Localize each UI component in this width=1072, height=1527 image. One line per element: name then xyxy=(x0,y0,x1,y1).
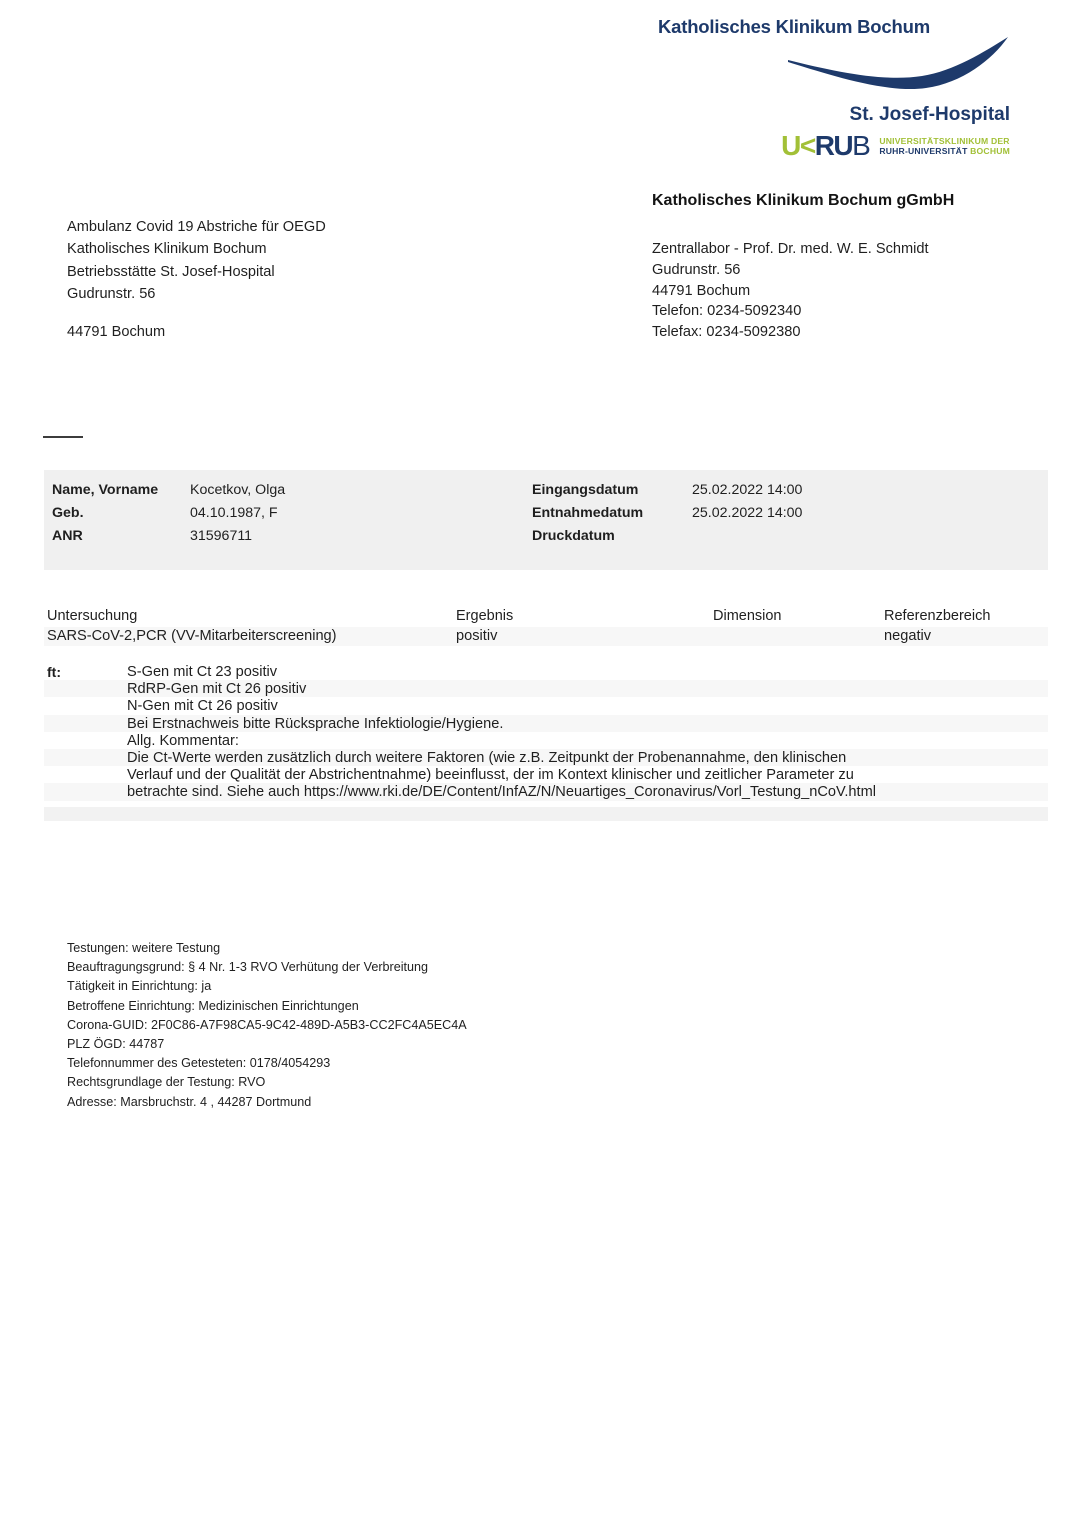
ukrub-logo-mark xyxy=(781,131,869,161)
patient-name-value: Kocetkov, Olga xyxy=(190,482,286,498)
receipt-date-label: Eingangsdatum xyxy=(532,482,639,498)
column-header-referenzbereich: Referenzbereich xyxy=(884,608,991,624)
patient-info-box xyxy=(44,470,1048,570)
results-table-header xyxy=(44,607,1048,626)
finding-row xyxy=(44,749,1048,766)
lab-contact-line: Telefon: 0234-5092340 xyxy=(652,303,802,320)
lab-contact-line: Telefax: 0234-5092380 xyxy=(652,324,801,341)
fold-mark xyxy=(43,436,83,438)
column-header-untersuchung: Untersuchung xyxy=(47,608,138,624)
ukrub-logo xyxy=(781,131,1010,161)
findings-block xyxy=(44,663,1048,821)
ukrub-ru-letters: RU xyxy=(814,130,853,161)
lab-contact-line: 44791 Bochum xyxy=(652,282,751,299)
finding-line: betrachte sind. Siehe auch https://www.rki.de/DE/Content/InfAZ/N/Neuartiges_Coronavirus/Vorl_Testung_nCoV.html xyxy=(127,784,876,801)
findings-trailing-stripe xyxy=(44,807,1048,821)
print-date-label: Druckdatum xyxy=(532,528,615,544)
result-reference-range: negativ xyxy=(884,628,932,644)
finding-line: Verlauf und der Qualität der Abstrichentnahme) beeinflusst, der im Kontext klinischer und zeitlicher Parameter zu xyxy=(127,767,854,784)
detail-line: Telefonnummer des Getesteten: 0178/4054293 xyxy=(67,1056,331,1071)
column-header-dimension: Dimension xyxy=(713,608,782,624)
column-header-ergebnis: Ergebnis xyxy=(456,608,514,624)
patient-anr-label: ANR xyxy=(52,528,83,544)
finding-line: N-Gen mit Ct 26 positiv xyxy=(127,698,278,715)
ukrub-uk-letters: U< xyxy=(781,130,815,161)
finding-row xyxy=(44,732,1048,749)
finding-line: Allg. Kommentar: xyxy=(127,732,239,749)
findings-label: ft: xyxy=(47,664,61,680)
sender-company-name: Katholisches Klinikum Bochum gGmbH xyxy=(652,192,955,209)
finding-line: S-Gen mit Ct 23 positiv xyxy=(127,664,278,680)
lab-contact-line: Gudrunstr. 56 xyxy=(652,261,741,278)
detail-line: Tätigkeit in Einrichtung: ja xyxy=(67,979,212,994)
order-details-block xyxy=(67,939,467,1112)
recipient-line: Betriebsstätte St. Josef-Hospital xyxy=(67,263,275,280)
recipient-address-block xyxy=(67,216,326,343)
detail-line: Adresse: Marsbruchstr. 4 , 44287 Dortmund xyxy=(67,1094,312,1109)
detail-line: Beauftragungsgrund: § 4 Nr. 1-3 RVO Verhütung der Verbreitung xyxy=(67,960,429,975)
detail-line: PLZ ÖGD: 44787 xyxy=(67,1037,165,1052)
detail-line: Testungen: weitere Testung xyxy=(67,941,221,955)
finding-row xyxy=(44,783,1048,800)
patient-name-label: Name, Vorname xyxy=(52,482,159,498)
result-value: positiv xyxy=(456,628,498,644)
recipient-line: Katholisches Klinikum Bochum xyxy=(67,241,267,258)
result-test-name: SARS-CoV-2,PCR (VV-Mitarbeiterscreening) xyxy=(47,628,337,644)
patient-dob-value: 04.10.1987, F xyxy=(190,505,278,521)
detail-line: Rechtsgrundlage der Testung: RVO xyxy=(67,1075,266,1090)
ukrub-claim-line1: UNIVERSITÄTSKLINIKUM DER xyxy=(879,135,1010,146)
receipt-date-value: 25.02.2022 14:00 xyxy=(692,482,803,498)
finding-row xyxy=(44,715,1048,732)
finding-line: RdRP-Gen mit Ct 26 positiv xyxy=(127,681,307,698)
ukrub-claim-text xyxy=(879,136,1010,157)
detail-line: Betroffene Einrichtung: Medizinischen Einrichtungen xyxy=(67,998,359,1013)
recipient-line: Gudrunstr. 56 xyxy=(67,286,156,303)
ukrub-b-letter: B xyxy=(852,130,870,161)
lab-contact-line: Zentrallabor - Prof. Dr. med. W. E. Schmidt xyxy=(652,241,929,257)
finding-row xyxy=(44,766,1048,783)
sample-date-label: Entnahmedatum xyxy=(532,505,644,521)
hospital-name: St. Josef-Hospital xyxy=(849,104,1010,125)
recipient-line: Ambulanz Covid 19 Abstriche für OEGD xyxy=(67,219,326,235)
detail-line: Corona-GUID: 2F0C86-A7F98CA5-9C42-489D-A5B3-CC2FC4A5EC4A xyxy=(67,1017,467,1032)
patient-dob-label: Geb. xyxy=(52,505,84,521)
finding-row xyxy=(44,697,1048,714)
finding-line: Die Ct-Werte werden zusätzlich durch weitere Faktoren (wie z.B. Zeitpunkt der Probenannahme, den klinischen xyxy=(127,749,847,766)
ukrub-claim-line2: RUHR-UNIVERSITÄT BOCHUM xyxy=(879,146,1010,156)
finding-row xyxy=(44,680,1048,697)
lab-contact-block xyxy=(652,239,929,343)
clinic-logo-wordmark: Katholisches Klinikum Bochum xyxy=(658,16,930,37)
recipient-city: 44791 Bochum xyxy=(67,323,166,340)
finding-row xyxy=(44,663,1048,680)
sample-date-value: 25.02.2022 14:00 xyxy=(692,505,803,521)
logo-swoosh-icon xyxy=(786,36,1010,90)
finding-line: Bei Erstnachweis bitte Rücksprache Infektiologie/Hygiene. xyxy=(127,715,504,732)
result-row xyxy=(44,627,1048,646)
patient-anr-value: 31596711 xyxy=(190,528,253,544)
